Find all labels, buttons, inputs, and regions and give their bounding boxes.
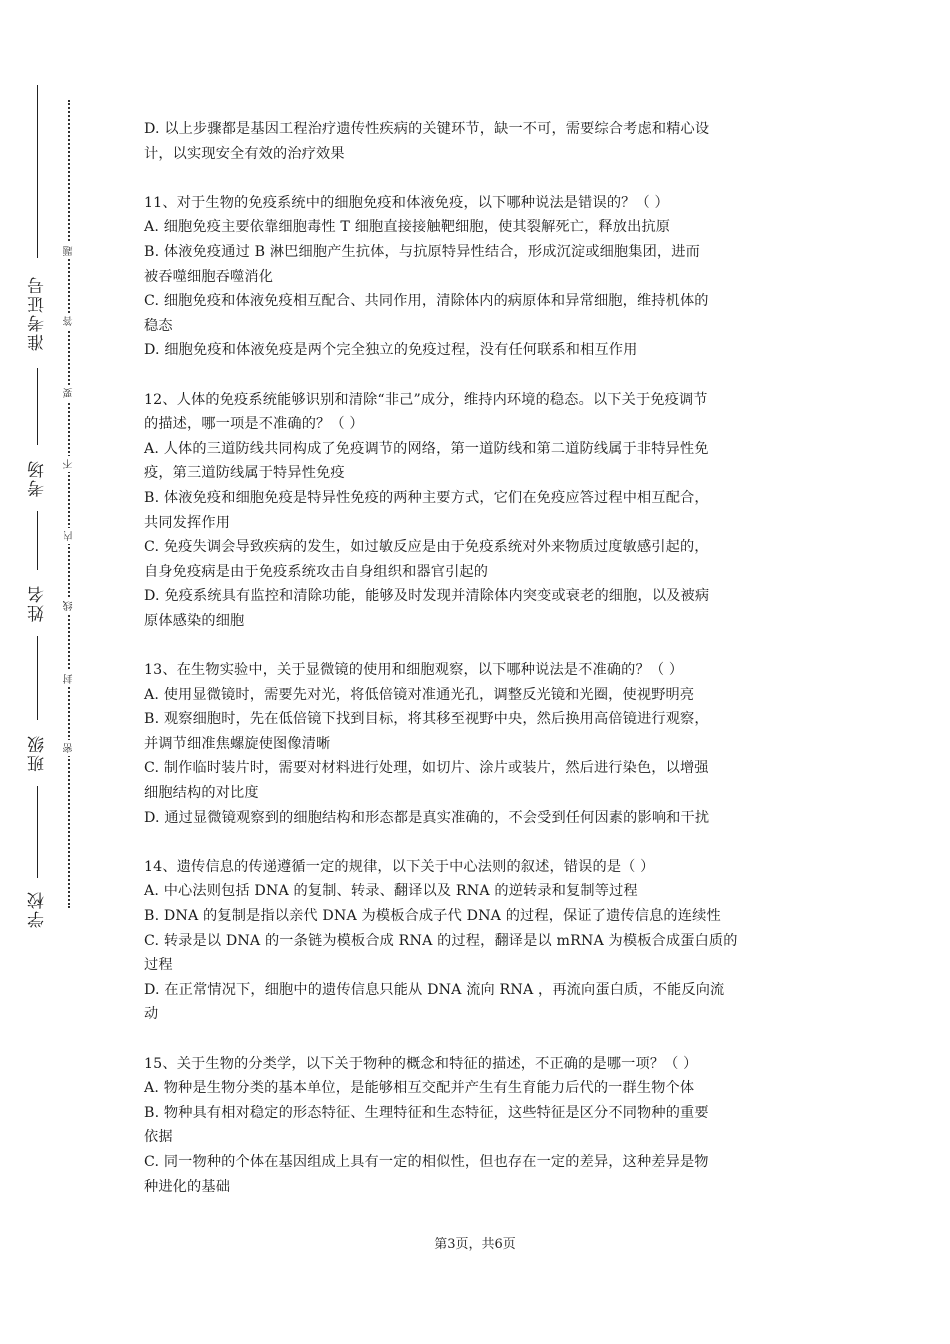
seal-mark: 密 (59, 740, 79, 756)
option-line: B. 物种具有相对稳定的形态特征、生理特征和生态特征，这些特征是区分不同物种的重要 (144, 1104, 709, 1121)
seal-mark: 答 (59, 313, 79, 329)
question-14-stem: 14、遗传信息的传递遵循一定的规律，以下关于中心法则的叙述，错误的是（ ） (144, 858, 655, 875)
option-line: 原体感染的细胞 (144, 612, 245, 629)
option-line: 过程 (144, 957, 173, 974)
option-line: B. 体液免疫和细胞免疫是特异性免疫的两种主要方式，它们在免疫应答过程中相互配合， (144, 489, 709, 506)
option-line: 共同发挥作用 (144, 514, 231, 531)
option-line: 稳态 (144, 317, 173, 334)
option-line: 种进化的基础 (144, 1178, 231, 1195)
option-line: A. 使用显微镜时，需要先对光，将低倍镜对准通光孔，调整反光镜和光圈，使视野明亮 (144, 686, 695, 703)
field-class: 班级 (20, 720, 54, 786)
option-line: 自身免疫病是由于免疫系统攻击自身组织和器官引起的 (144, 563, 489, 580)
option-line: 依据 (144, 1129, 173, 1146)
text-line: 计，以实现安全有效的治疗效果 (144, 145, 345, 162)
option-line: C. 细胞免疫和体液免疫相互配合、共同作用，清除体内的病原体和异常细胞，维持机体的 (144, 293, 709, 310)
question-13-stem: 13、在生物实验中，关于显微镜的使用和细胞观察，以下哪种说法是不准确的？（ ） (144, 662, 684, 679)
option-line: 被吞噬细胞吞噬消化 (144, 268, 274, 285)
option-line: D. 细胞免疫和体液免疫是两个完全独立的免疫过程，没有任何联系和相互作用 (144, 342, 638, 359)
page-number: 第3页，共6页 (434, 1237, 516, 1252)
seal-mark: 要 (59, 385, 79, 401)
question-content (144, 117, 814, 1199)
option-line: 细胞结构的对比度 (144, 785, 259, 802)
binding-strip (0, 0, 110, 1344)
option-line: B. 观察细胞时，先在低倍镜下找到目标，将其移至视野中央，然后换用高倍镜进行观察， (144, 711, 709, 728)
option-line: C. 制作临时装片时，需要对材料进行处理，如切片、涂片或装片，然后进行染色，以增强 (144, 760, 709, 777)
option-line: 动 (144, 1006, 159, 1023)
seal-mark: 封 (59, 671, 79, 687)
field-exam-room: 考场 (20, 445, 54, 511)
field-exam-number: 准考证号 (20, 258, 54, 368)
text-line: D. 以上步骤都是基因工程治疗遗传性疾病的关键环节，缺一不可，需要综合考虑和精心设 (144, 121, 710, 137)
option-line: C. 转录是以 DNA 的一条链为模板合成 RNA 的过程，翻译是以 mRNA 为模板合成蛋白质的 (144, 932, 738, 949)
option-line: A. 中心法则包括 DNA 的复制、转录、翻译以及 RNA 的逆转录和复制等过程 (144, 883, 638, 900)
option-line: D. 通过显微镜观察到的细胞结构和形态都是真实准确的，不会受到任何因素的影响和干扰 (144, 809, 710, 826)
field-name: 姓名 (20, 570, 54, 636)
option-line: D. 在正常情况下，细胞中的遗传信息只能从 DNA 流向 RNA ，再流向蛋白质，不能反向流 (144, 981, 725, 998)
question-12-stem: 的描述，哪一项是不准确的？（ ） (144, 416, 364, 433)
option-line: C. 同一物种的个体在基因组成上具有一定的相似性，但也存在一定的差异，这种差异是物 (144, 1153, 709, 1170)
option-line: A. 物种是生物分类的基本单位，是能够相互交配并产生有生育能力后代的一群生物个体 (144, 1080, 695, 1097)
option-line: 疫，第三道防线属于特异性免疫 (144, 465, 345, 482)
seal-mark: 内 (59, 528, 79, 544)
option-line: B. DNA 的复制是指以亲代 DNA 为模板合成子代 DNA 的过程，保证了遗传信息的连续性 (144, 908, 721, 924)
field-school: 学校 (20, 878, 54, 940)
option-line: D. 免疫系统具有监控和清除功能，能够及时发现并清除体内突变或衰老的细胞，以及被病 (144, 588, 710, 605)
seal-mark: 不 (59, 456, 79, 472)
option-line: 并调节细准焦螺旋使图像清晰 (144, 735, 331, 752)
question-15-stem: 15、关于生物的分类学，以下关于物种的概念和特征的描述，不正确的是哪一项？（ ） (144, 1055, 698, 1072)
question-11-stem: 11、对于生物的免疫系统中的细胞免疫和体液免疫，以下哪种说法是错误的？（ ） (144, 194, 669, 211)
option-line: C. 免疫失调会导致疾病的发生，如过敏反应是由于免疫系统对外来物质过度敏感引起的， (144, 539, 709, 556)
option-line: B. 体液免疫通过 B 淋巴细胞产生抗体，与抗原特异性结合，形成沉淀或细胞集团，进而 (144, 243, 700, 260)
question-12-stem: 12、人体的免疫系统能够识别和清除“非己”成分，维持内环境的稳态。以下关于免疫调节 (144, 391, 708, 408)
seal-mark: 题 (59, 243, 79, 259)
seal-dotted-line (68, 100, 70, 908)
option-line: A. 细胞免疫主要依靠细胞毒性 T 细胞直接接触靶细胞，使其裂解死亡，释放出抗原 (144, 219, 671, 236)
option-line: A. 人体的三道防线共同构成了免疫调节的网络，第一道防线和第二道防线属于非特异性免 (144, 440, 709, 457)
seal-mark: 线 (59, 598, 79, 614)
